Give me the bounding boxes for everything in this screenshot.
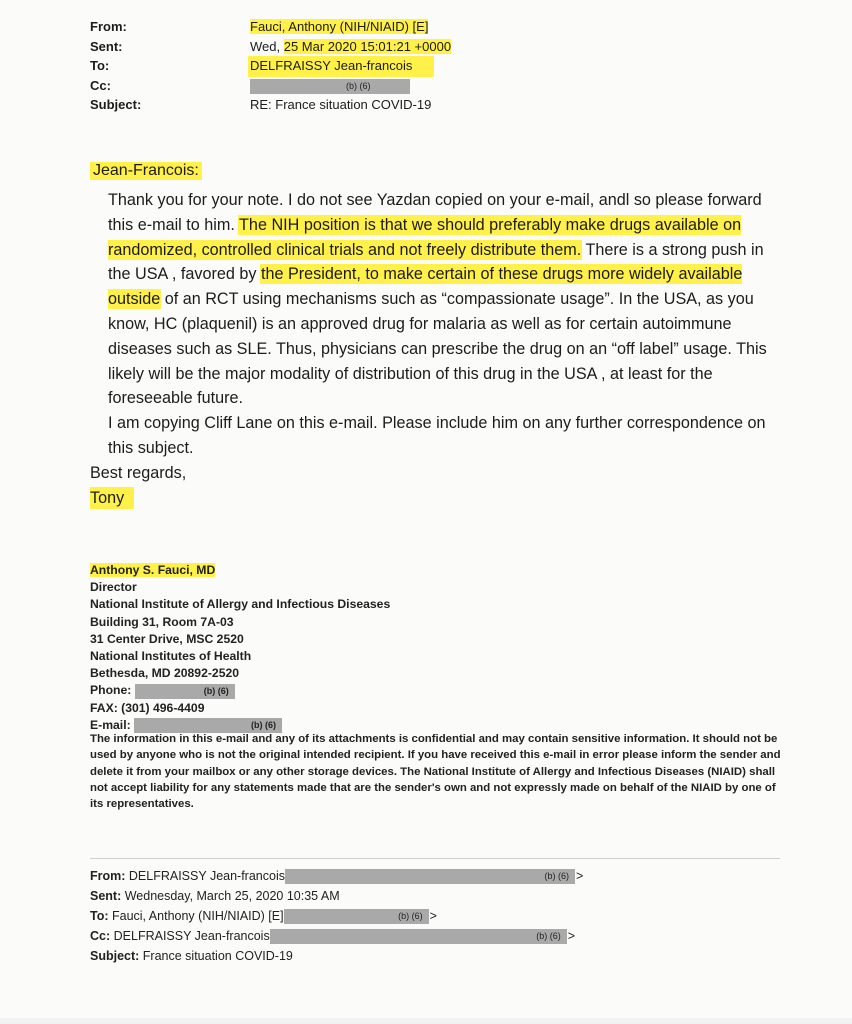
p1-text-c: of an RCT using mechanisms such as “compassionate usage”. In the USA, as you know, HC (plaquenil) is an approved drug for malaria as well as for certain autoimmune diseases such as SLE. Thus, physicians can prescribe the drug on an “off label” usage. This likely will be the major modality of distribution of this drug in the USA , at least for the foreseeable future. (108, 290, 767, 408)
quoted-header (90, 866, 583, 966)
p1-text-b: There is a strong push in the USA , favored by (108, 240, 764, 284)
sent-date: 25 Mar 2020 15:01:21 +0000 (283, 38, 452, 54)
quoted-cc-redaction (270, 929, 567, 944)
quoted-sent-line (90, 886, 583, 906)
cc-value (250, 78, 410, 94)
sig-name-line (90, 562, 390, 579)
sig-phone-line (90, 682, 390, 699)
sig-title: Director (90, 580, 137, 595)
phone-label: Phone: (90, 683, 132, 698)
quote-divider (90, 858, 780, 859)
subject-value: RE: France situation COVID-19 (250, 97, 432, 112)
quoted-cc-label: Cc: (90, 929, 111, 943)
cc-label: Cc: (90, 77, 111, 93)
page-bottom-edge (0, 1018, 852, 1024)
quoted-cc-redaction-code: (b) (6) (536, 931, 561, 942)
p1-text-a: Thank you for your note. I do not see Yazdan copied on your e-mail, andl so please forward this e-mail to him. (108, 191, 762, 234)
cc-redaction-code: (b) (6) (346, 80, 371, 91)
quoted-cc-line (90, 926, 583, 946)
quoted-from-gt: > (575, 869, 584, 883)
sent-label: Sent: (90, 38, 123, 54)
to-label: To: (90, 58, 110, 73)
sig-name: Anthony S. Fauci, MD (90, 563, 216, 577)
to-value-text: DELFRAISSY Jean-francois (248, 56, 434, 77)
cc-redaction-box (250, 79, 410, 94)
sig-city: Bethesda, MD 20892-2520 (90, 666, 240, 681)
signature-block (90, 562, 390, 734)
email-body (90, 188, 770, 510)
quoted-subject-line (90, 946, 583, 966)
sig-org: National Institute of Allergy and Infectious Diseases (90, 597, 391, 612)
quoted-to-value: Fauci, Anthony (NIH/NIAID) [E] (108, 909, 284, 923)
sent-prefix: Wed, (250, 38, 284, 54)
quoted-from-line (90, 866, 583, 886)
sig-fax: FAX: (301) 496-4409 (90, 700, 205, 715)
quoted-from-redaction (285, 869, 575, 884)
phone-redaction-box (135, 684, 235, 699)
signoff (90, 486, 770, 511)
email-redaction-code: (b) (6) (251, 720, 277, 731)
sig-building: Building 31, Room 7A-03 (90, 614, 234, 629)
from-value-text: Fauci, Anthony (NIH/NIAID) [E] (250, 19, 429, 34)
quoted-from-label: From: (90, 869, 126, 883)
from-value (250, 19, 428, 34)
sent-value (250, 39, 451, 54)
quoted-to-label: To: (90, 909, 109, 923)
quoted-to-redaction-code: (b) (6) (398, 911, 423, 922)
closing: Best regards, (90, 463, 187, 482)
confidentiality-disclaimer: The information in this e-mail and any of its attachments is confidential and may contain sensitive information. It should not be used by anyone who is not the original intended recipient. If you have received this e-mail in error please inform the sender and delete it from your mailbox or any other storage devices. The National Institute of Allergy and Infectious Diseases (NIAID) shall not accept liability for any statements made that are the sender's own and not expressly made on behalf of the NIAID by one of its representatives. (90, 733, 781, 811)
from-label: From: (90, 19, 127, 34)
quoted-from-value: DELFRAISSY Jean-francois (125, 869, 285, 883)
quoted-from-redaction-code: (b) (6) (544, 871, 569, 882)
email-label: E-mail: (90, 717, 131, 732)
quoted-cc-gt: > (567, 929, 576, 943)
body-paragraph-2: I am copying Cliff Lane on this e-mail. Please include him on any further correspondence on this subject. (108, 414, 766, 457)
sig-parent-org: National Institutes of Health (90, 649, 252, 664)
quoted-to-gt: > (429, 909, 437, 923)
quoted-to-redaction (284, 909, 429, 924)
body-paragraph-1 (90, 188, 770, 411)
quoted-subject-label: Subject: (90, 949, 140, 963)
subject-label: Subject: (90, 97, 142, 112)
sig-street: 31 Center Drive, MSC 2520 (90, 631, 244, 646)
salutation: Jean-Francois: (90, 162, 202, 180)
quoted-cc-value: DELFRAISSY Jean-francois (110, 929, 270, 943)
quoted-subject-value: France situation COVID-19 (139, 949, 293, 963)
p1-highlight-president: the President, to make certain of these drugs more widely available outside (108, 265, 743, 309)
p1-highlight-nih-position: The NIH position is that we should preferably make drugs available on randomized, controlled clinical trials and not freely distribute them. (108, 215, 742, 259)
to-value (250, 58, 434, 73)
quoted-to-line (90, 906, 583, 926)
quoted-sent-value: Wednesday, March 25, 2020 10:35 AM (121, 889, 340, 903)
phone-redaction-code: (b) (6) (203, 685, 229, 696)
signoff-text: Tony (90, 487, 134, 509)
quoted-sent-label: Sent: (90, 889, 122, 903)
